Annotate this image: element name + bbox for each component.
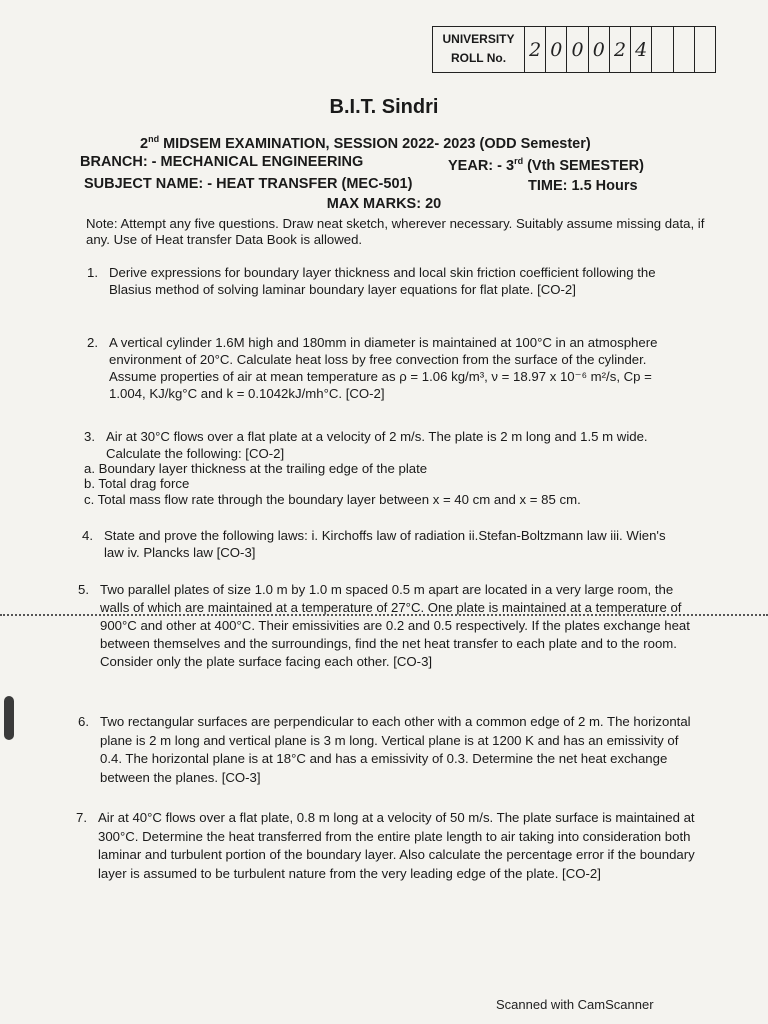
exam-title [140,134,700,152]
question-text: Two rectangular surfaces are perpendicular to each other with a common edge of 2 m. The horizontal plane is 2 m long and vertical plane is 3 m long. Vertical plane is at 1200 K and has an emissivity of 0.4. The horizontal plane is at 18°C and has a emissivity of 0.3. Determine the net heat exchange between the planes. [CO-3] [100,714,691,785]
roll-label-line2: ROLL No. [450,51,507,65]
question-7 [76,809,708,883]
roll-digit [674,27,695,72]
question-number: 2. [87,335,98,350]
roll-digit: 2 [610,27,631,72]
year-rest: (Vth SEMESTER) [523,157,644,174]
question-number: 6. [78,714,89,729]
question-number: 3. [84,429,95,444]
question-text: A vertical cylinder 1.6M high and 180mm in diameter is maintained at 100°C in an atmosphere environment of 20°C. Calculate heat loss by free convection from the surface of the cylinder. Assume properties of air at mean temperature as ρ = 1.06 kg/m³, ν = 18.97 x 10⁻⁶ m²/s, Cp = 1.004, KJ/kg°C and k = 0.1042kJ/mh°C. [CO-2] [109,335,658,401]
roll-digit: 0 [546,27,567,72]
roll-digit [652,27,673,72]
question-text: Two parallel plates of size 1.0 m by 1.0 m spaced 0.5 m apart are located in a very large room, the walls of which are maintained at a temperature of 27°C. One plate is maintained at a temperature of 900°C and other at 400°C. Their emissivities are 0.2 and 0.5 respectively. If the plates exchange heat between themselves and the surroundings, find the net heat transfer to each plate and to the room. Consider only the plate surface facing each other. [CO-3] [100,582,690,669]
exam-title-rest: MIDSEM EXAMINATION, SESSION 2022- 2023 (ODD Semester) [159,135,591,152]
question-2 [87,334,691,402]
roll-label-line1: UNIVERSITY [442,32,515,46]
roll-digit: 4 [631,27,652,72]
question-text: Air at 40°C flows over a flat plate, 0.8 m long at a velocity of 50 m/s. The plate surface is maintained at 300°C. Determine the heat transferred from the entire plate length to air taking into consideration both laminar and turbulent portion of the boundary layer. Also calculate the percentage error if the boundary layer is assumed to be turbulent nature from the very leading edge of the plate. [CO-2] [98,810,695,881]
question-number: 5. [78,582,89,597]
question-6 [78,713,702,787]
year-suffix: rd [514,156,524,166]
roll-digit [695,27,715,72]
question-4 [82,527,688,561]
roll-number-box [432,26,716,73]
question-5 [78,581,696,671]
question-number: 1. [87,265,98,280]
year-main: YEAR: - 3 [448,157,515,174]
subject-label: SUBJECT NAME: - HEAT TRANSFER (MEC-501) [84,176,413,192]
exam-ordinal: 2 [140,135,149,152]
question-text: Derive expressions for boundary layer thickness and local skin friction coefficient following the Blasius method of solving laminar boundary layer equations for flat plate. [CO-2] [109,265,656,297]
roll-number-label [433,27,525,72]
year-label [448,156,644,174]
question-3-part-a: a. Boundary layer thickness at the trailing edge of the plate [84,461,428,476]
institution-title: B.I.T. Sindri [329,96,439,118]
question-text: Air at 30°C flows over a flat plate at a velocity of 2 m/s. The plate is 2 m long and 1.5 m wide. Calculate the following: [CO-2] [106,429,648,461]
question-3-part-c: c. Total mass flow rate through the boundary layer between x = 40 cm and x = 85 cm. [84,492,581,507]
max-marks-label: MAX MARKS: 20 [326,196,442,212]
roll-digit: 2 [525,27,546,72]
scan-edge-mark [4,696,14,740]
roll-number-cells [525,27,715,72]
exam-ordinal-suffix: nd [148,134,160,144]
fold-dotted-line [0,614,768,616]
question-number: 4. [82,528,93,543]
scanner-watermark: Scanned with CamScanner [496,997,654,1012]
question-3-part-b: b. Total drag force [84,476,190,491]
question-text: State and prove the following laws: i. Kirchoffs law of radiation ii.Stefan-Boltzmann law iii. Wien's law iv. Plancks law [CO-3] [104,528,666,560]
instructions-note: Note: Attempt any five questions. Draw neat sketch, wherever necessary. Suitably assume missing data, if any. Use of Heat transfer Data Book is allowed. [86,216,705,247]
branch-label: BRANCH: - MECHANICAL ENGINEERING [80,154,364,170]
roll-digit: 0 [589,27,610,72]
roll-digit: 0 [567,27,588,72]
time-label: TIME: 1.5 Hours [528,178,638,194]
question-number: 7. [76,810,87,825]
question-1 [87,264,689,298]
question-3 [84,428,688,462]
